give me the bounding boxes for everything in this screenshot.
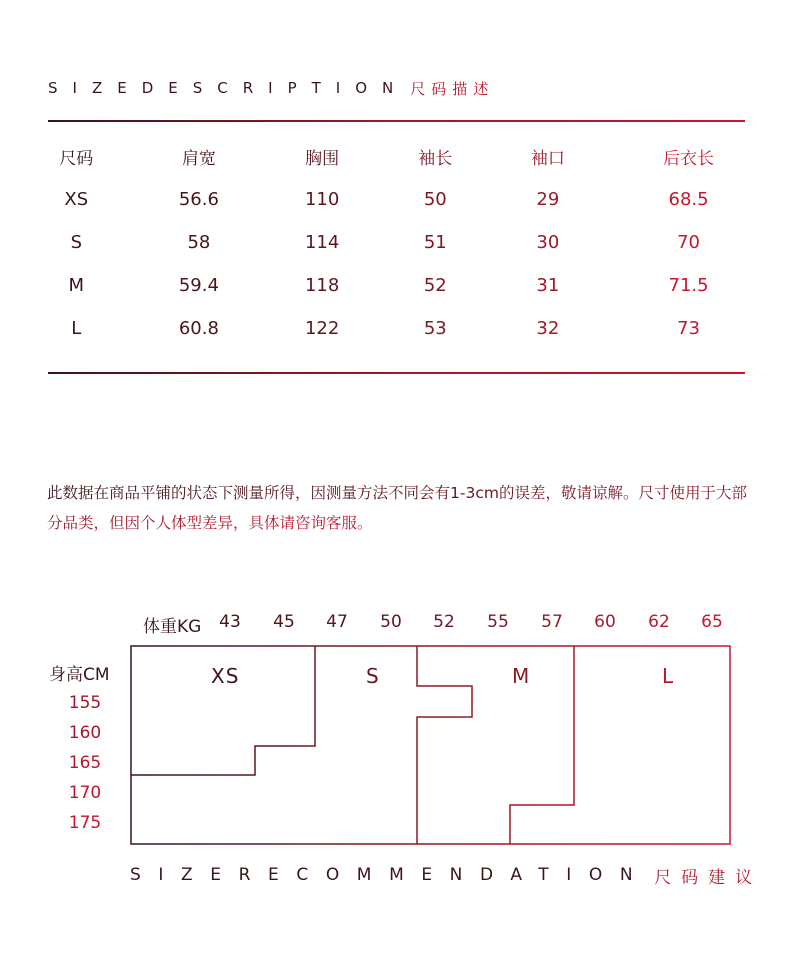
header-chest: 胸围 <box>305 148 340 169</box>
weight-axis-label: 体重KG <box>143 617 202 637</box>
cell: M <box>68 275 85 296</box>
cell: 32 <box>536 318 560 339</box>
size-description-title-en: SIZEDESCRIPTION <box>48 79 409 97</box>
cell: 114 <box>304 232 340 253</box>
s-m-boundary <box>417 646 472 844</box>
cell: 58 <box>187 232 211 253</box>
cell: 110 <box>304 189 340 210</box>
cell: XS <box>64 189 89 210</box>
cell: 29 <box>536 189 560 210</box>
weight-tick: 50 <box>380 612 402 632</box>
height-axis-label: 身高CM <box>49 665 110 685</box>
weight-tick: 43 <box>219 612 241 632</box>
weight-tick: 45 <box>273 612 295 632</box>
header-cuff: 袖口 <box>530 148 565 169</box>
weight-tick: 52 <box>433 612 455 632</box>
cell: L <box>71 318 82 339</box>
cell: 51 <box>423 232 447 253</box>
cell: 70 <box>677 232 701 253</box>
cell: 56.6 <box>178 189 219 210</box>
cell: 60.8 <box>178 318 219 339</box>
cell: 122 <box>304 318 340 339</box>
header-shoulder: 肩宽 <box>181 148 216 169</box>
height-tick: 175 <box>68 813 102 833</box>
header-back-length: 后衣长 <box>663 148 715 169</box>
cell: 73 <box>677 318 701 339</box>
cell: 52 <box>423 275 447 296</box>
cell: 30 <box>536 232 560 253</box>
weight-tick: 60 <box>594 612 616 632</box>
size-recommendation-title-en: SIZERECOMMENDATION <box>130 865 651 885</box>
size-region-xs: XS <box>211 664 240 688</box>
size-region-l: L <box>662 664 675 688</box>
weight-tick: 47 <box>326 612 348 632</box>
weight-tick: 62 <box>648 612 670 632</box>
height-tick: 165 <box>68 753 102 773</box>
weight-tick: 57 <box>541 612 563 632</box>
height-tick: 170 <box>68 783 102 803</box>
cell: 53 <box>423 318 447 339</box>
size-description-title-cn: 尺码描述 <box>410 79 495 98</box>
weight-tick: 55 <box>487 612 509 632</box>
header-sleeve-length: 袖长 <box>418 148 453 169</box>
size-recommendation-title-cn: 尺码建议 <box>654 867 763 888</box>
height-tick: 155 <box>68 693 102 713</box>
cell: S <box>70 232 82 253</box>
height-tick: 160 <box>68 723 102 743</box>
measurement-note-text: 此数据在商品平铺的状态下测量所得，因测量方法不同会有1-3cm的误差，敬请谅解。尺寸使用于大部分品类，但因个人体型差异，具体请咨询客服。 <box>47 484 747 532</box>
cell: 31 <box>536 275 560 296</box>
cell: 118 <box>304 275 340 296</box>
cell: 71.5 <box>668 275 709 296</box>
cell: 59.4 <box>178 275 219 296</box>
cell: 50 <box>423 189 447 210</box>
size-recommendation-heading <box>130 862 762 888</box>
weight-tick: 65 <box>701 612 723 632</box>
size-region-s: S <box>366 664 380 688</box>
cell: 68.5 <box>668 189 709 210</box>
size-region-m: M <box>512 664 531 688</box>
header-size: 尺码 <box>59 148 94 169</box>
